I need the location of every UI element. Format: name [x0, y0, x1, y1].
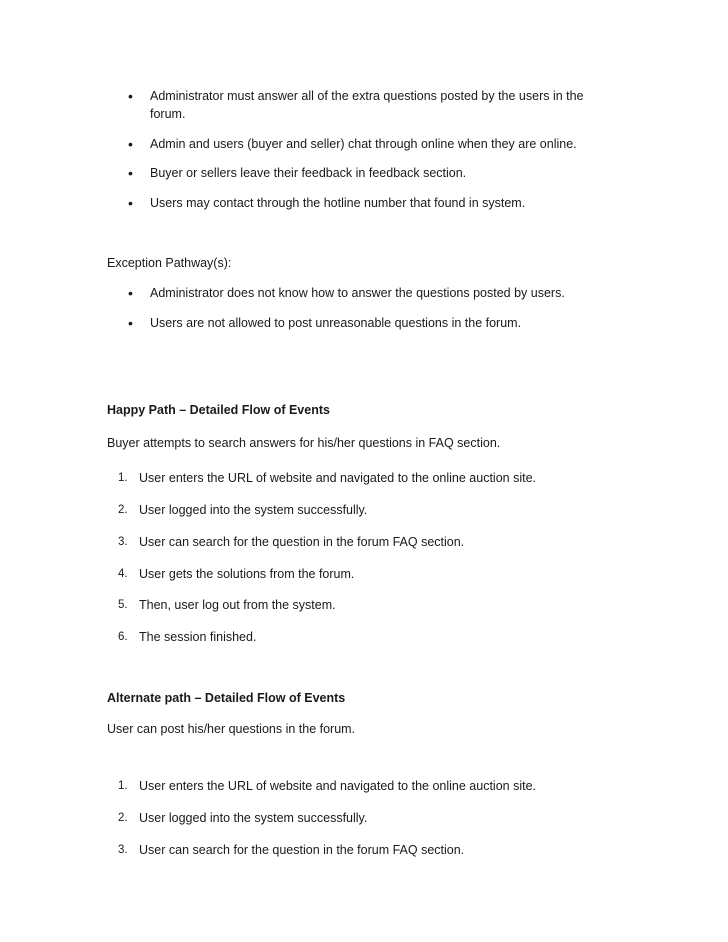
step-number: 5.: [118, 599, 128, 611]
step-text: User can search for the question in the forum FAQ section.: [139, 535, 465, 549]
alternate-path-title: Alternate path – Detailed Flow of Events: [107, 691, 346, 705]
step-text: User logged into the system successfully.: [139, 503, 368, 517]
step-number: 3.: [118, 536, 128, 548]
bullet-text: Users may contact through the hotline number that found in system.: [150, 196, 526, 210]
step-text: Then, user log out from the system.: [139, 598, 336, 612]
step-number: 1.: [118, 780, 128, 792]
exception-item: Users are not allowed to post unreasonable questions in the forum.: [150, 316, 522, 330]
happy-path-title: Happy Path – Detailed Flow of Events: [107, 403, 330, 417]
step-text: User enters the URL of website and navigated to the online auction site.: [139, 779, 536, 793]
step-number: 2.: [118, 812, 128, 824]
alternate-path-intro: User can post his/her questions in the forum.: [107, 722, 356, 736]
bullet-glyph: •: [128, 195, 133, 211]
bullet-glyph: •: [128, 165, 133, 181]
step-text: User can search for the question in the forum FAQ section.: [139, 843, 465, 857]
bullet-glyph: •: [128, 315, 133, 331]
step-number: 1.: [118, 472, 128, 484]
step-number: 6.: [118, 631, 128, 643]
bullet-text: Administrator must answer all of the extra questions posted by the users in the: [150, 89, 584, 103]
exception-title: Exception Pathway(s):: [107, 256, 232, 270]
step-text: The session finished.: [139, 630, 257, 644]
bullet-glyph: •: [128, 136, 133, 152]
step-text: User enters the URL of website and navigated to the online auction site.: [139, 471, 536, 485]
bullet-text: Buyer or sellers leave their feedback in feedback section.: [150, 166, 467, 180]
step-number: 2.: [118, 504, 128, 516]
step-number: 4.: [118, 568, 128, 580]
bullet-glyph: •: [128, 285, 133, 301]
happy-path-intro: Buyer attempts to search answers for his/her questions in FAQ section.: [107, 436, 501, 450]
step-text: User logged into the system successfully.: [139, 811, 368, 825]
bullet-glyph: •: [128, 88, 133, 104]
step-number: 3.: [118, 844, 128, 856]
exception-item: Administrator does not know how to answer the questions posted by users.: [150, 286, 565, 300]
bullet-text: Admin and users (buyer and seller) chat through online when they are online.: [150, 137, 577, 151]
step-text: User gets the solutions from the forum.: [139, 567, 355, 581]
bullet-text-continued: forum.: [150, 107, 186, 121]
